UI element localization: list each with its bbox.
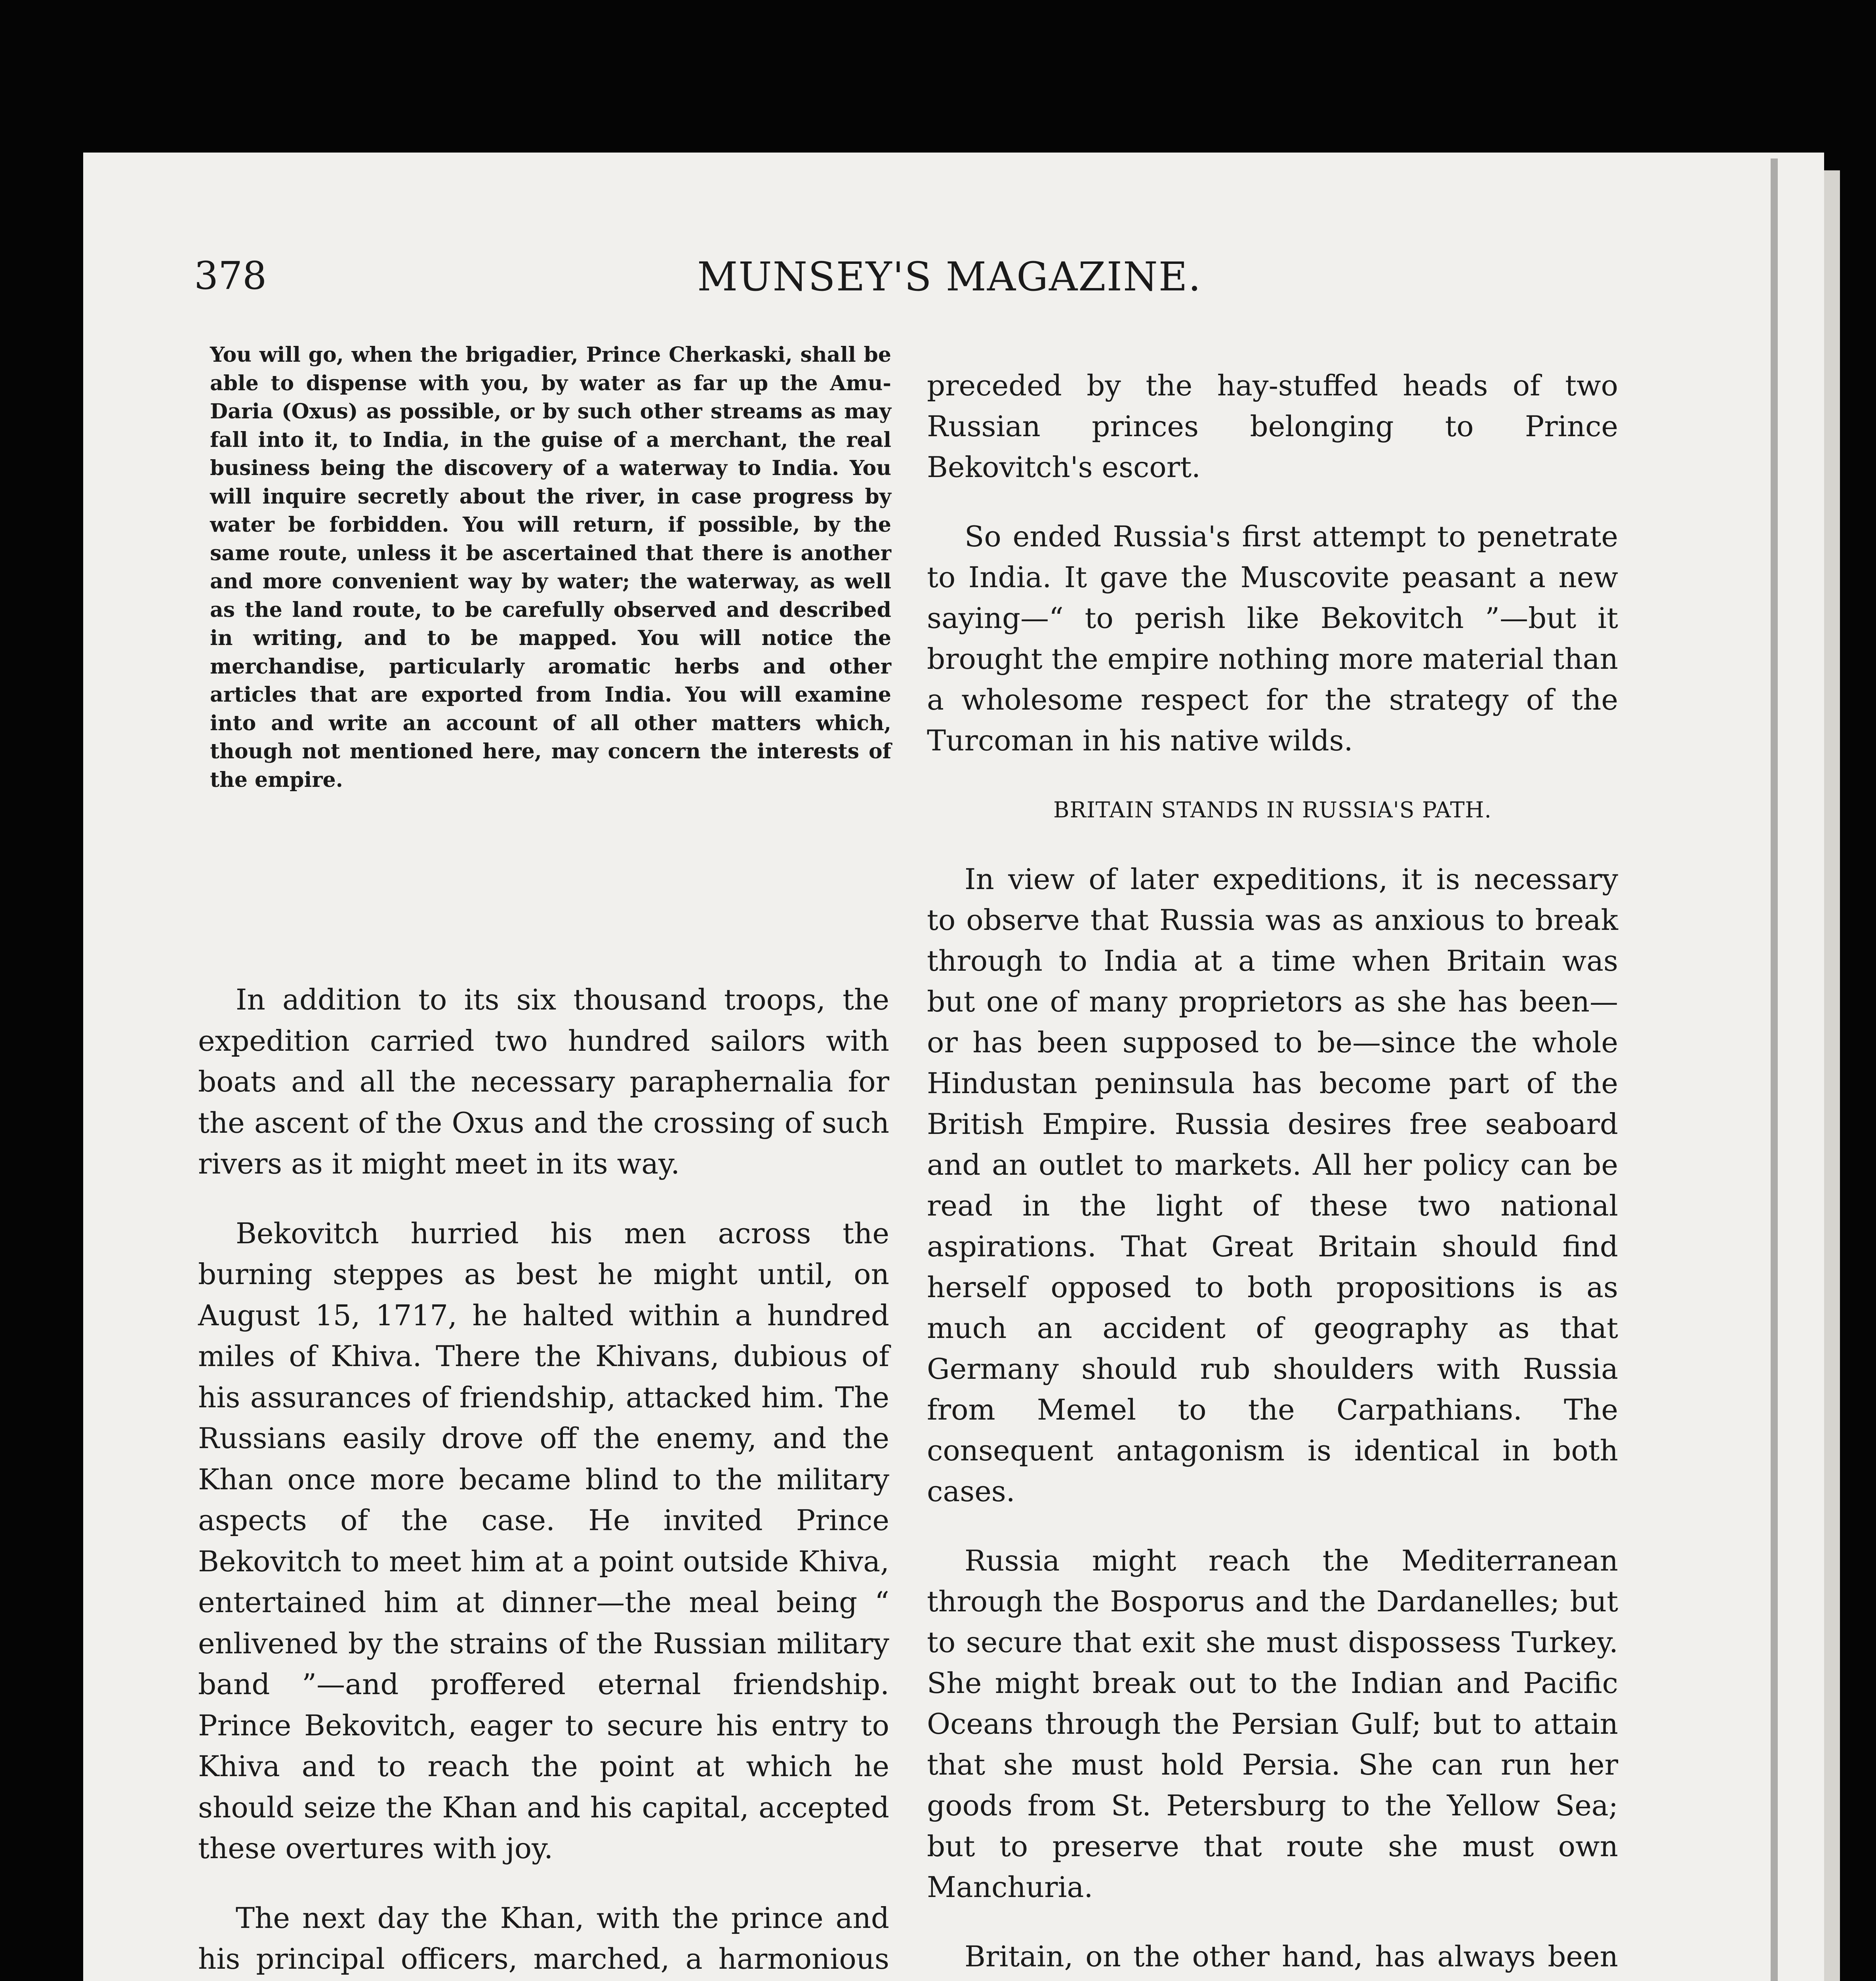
paragraph: The next day the Khan, with the prince and his principal officers, marched, a harmonious (198, 1901, 889, 1975)
paragraph: preceded by the hay-stuffed heads of two Russian princes belonging to Prince Bekovitch's escort. (927, 369, 1618, 484)
page-number: 378 (194, 254, 267, 298)
running-title: MUNSEY'S MAGAZINE. (697, 254, 1202, 300)
left-column-body (198, 951, 889, 1981)
paragraph: So ended Russia's first attempt to penetrate to India. It gave the Muscovite peasant a new saying—“ to perish like Bekovitch ”—but it brought the empire nothing more material than a wholesome respect for the strategy of the Turcoman in his native wilds. (927, 520, 1618, 757)
page-gutter-shadow (1771, 158, 1778, 1981)
right-column-body (927, 337, 1618, 1981)
paragraph: Russia might reach the Mediterranean through the Bosporus and the Dardanelles; but to secure that exit she must dispossess Turkey. She might break out to the Indian and Pacific Oceans through the Persian Gulf; but to attain that she must hold Persia. She can run her goods from St. Petersburg to the Yellow Sea; but to preserve that route she must own Manchuria. (927, 1544, 1618, 1904)
paragraph: In addition to its six thousand troops, the expedition carried two hundred sailors with boats and all the necessary paraphernalia for the ascent of the Oxus and the crossing of such rivers as it might meet in its way. (198, 983, 889, 1180)
section-subheading: BRITAIN STANDS IN RUSSIA'S PATH. (1053, 797, 1492, 823)
paragraph: Bekovitch hurried his men across the burning steppes as best he might until, on August 15, 1717, he halted within a hundred miles of Khiva. There the Khivans, dubious of his assurances of friendship, attacked him. The Russians easily drove off the enemy, and the Khan once more became blind to the military aspects of the case. He invited Prince Bekovitch to meet him at a point outside Khiva, entertained him at dinner—the meal being “ enlivened by the strains of the Russian military band ”—and proffered eternal friendship. Prince Bekovitch, eager to secure his entry to Khiva and to reach the point at which he should seize the Khan and his capital, accepted these overtures with joy. (198, 1216, 889, 1865)
paragraph: Britain, on the other hand, has always been (965, 1940, 1618, 1973)
paragraph: In view of later expeditions, it is necessary to observe that Russia was as anxious to break through to India at a time when Britain was but one of many proprietors as she has been—or has been supposed to be—since the whole Hindustan peninsula has become part of the British Empire. Russia desires free seaboard and an outlet to markets. All her policy can be read in the light of these two national aspirations. That Great Britain should find herself opposed to both propositions is as much an accident of geography as that Germany should rub shoulders with Russia from Memel to the Carpathians. The consequent antagonism is identical in both cases. (927, 863, 1618, 1508)
facing-page-edge (1824, 170, 1840, 1981)
instruction-quote: You will go, when the brigadier, Prince Cherkaski, shall be able to dispense with you, by water as far up the Amu-Daria (Oxus) as possible, or by such other streams as may fall into it, to India, in the guise of a merchant, the real business being the discovery of a waterway to India. You will inquire secretly about the river, in case progress by water be forbidden. You will return, if possible, by the same route, unless it be ascertained that there is another and more convenient way by water; the waterway, as well as the land route, to be carefully observed and described in writing, and to be mapped. You will notice the merchandise, particularly aromatic herbs and other articles that are exported from India. You will examine into and write an account of all other matters which, though not mentioned here, may concern the interests of the empire. (210, 343, 891, 792)
